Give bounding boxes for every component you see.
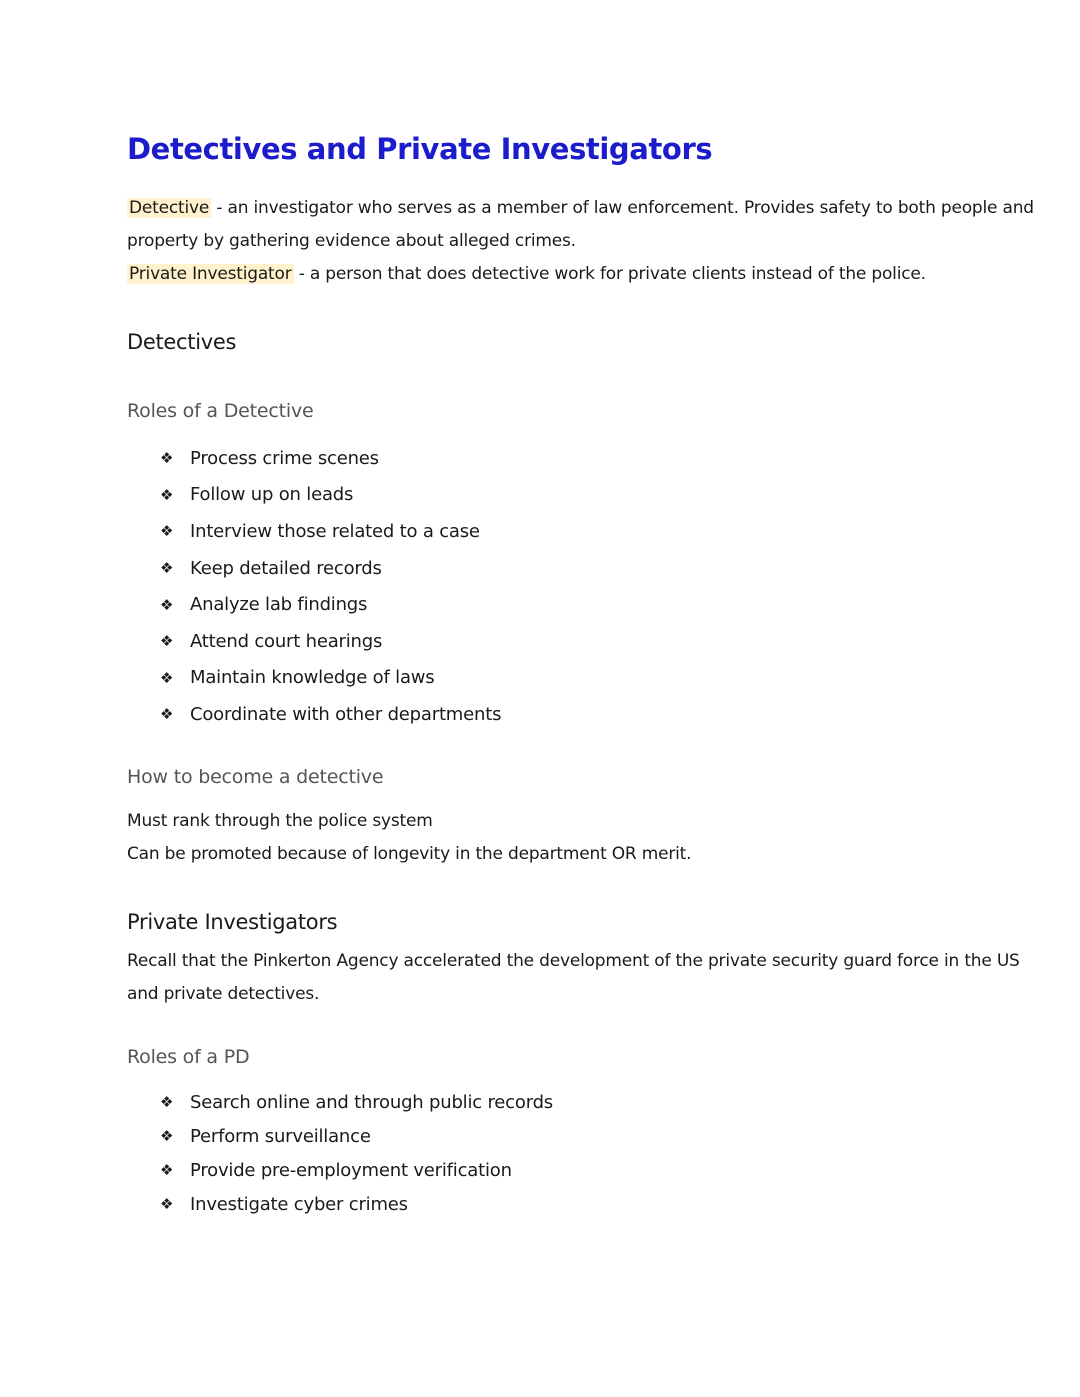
definition-detective-cont: property by gathering evidence about alleged crimes. (127, 231, 576, 251)
diamond-bullet-icon: ❖ (160, 522, 174, 541)
list-item: ❖ Provide pre-employment verification (160, 1159, 512, 1181)
diamond-bullet-icon: ❖ (160, 595, 174, 614)
diamond-bullet-icon: ❖ (160, 668, 174, 687)
list-item: ❖ Perform surveillance (160, 1125, 371, 1147)
list-item: ❖ Coordinate with other departments (160, 703, 502, 725)
diamond-bullet-icon: ❖ (160, 632, 174, 651)
diamond-bullet-icon: ❖ (160, 449, 174, 468)
recall-line-2: and private detectives. (127, 984, 320, 1004)
diamond-bullet-icon: ❖ (160, 1127, 174, 1145)
diamond-bullet-icon: ❖ (160, 485, 174, 504)
become-line-1: Must rank through the police system (127, 811, 433, 831)
definition-detective (127, 196, 1034, 220)
list-item: ❖ Attend court hearings (160, 630, 383, 652)
page-title: Detectives and Private Investigators (127, 132, 713, 166)
section-heading-detectives: Detectives (127, 330, 237, 354)
definition-private-investigator (127, 262, 926, 286)
definition-detective-text: - an investigator who serves as a member of law enforcement. Provides safety to both people and (211, 198, 1034, 218)
pd-roles-list (160, 1085, 553, 1221)
list-item: ❖ Process crime scenes (160, 447, 379, 469)
list-item: ❖ Keep detailed records (160, 557, 382, 579)
subheading-roles-of-pd: Roles of a PD (127, 1046, 250, 1068)
diamond-bullet-icon: ❖ (160, 1195, 174, 1213)
diamond-bullet-icon: ❖ (160, 1161, 174, 1179)
definition-private-investigator-text: - a person that does detective work for private clients instead of the police. (293, 264, 926, 284)
diamond-bullet-icon: ❖ (160, 559, 174, 578)
list-item: ❖ Analyze lab findings (160, 594, 368, 616)
subheading-how-to-become: How to become a detective (127, 766, 384, 788)
term-detective: Detective (129, 198, 210, 218)
diamond-bullet-icon: ❖ (160, 705, 174, 724)
section-heading-private-investigators: Private Investigators (127, 910, 338, 934)
term-private-investigator: Private Investigator (129, 264, 292, 284)
subheading-roles-of-detective: Roles of a Detective (127, 400, 314, 422)
list-item: ❖ Search online and through public records (160, 1091, 553, 1113)
list-item: ❖ Maintain knowledge of laws (160, 667, 435, 689)
detective-roles-list (160, 440, 501, 733)
recall-line-1: Recall that the Pinkerton Agency accelerated the development of the private security guard force in the US (127, 951, 1020, 971)
list-item: ❖ Follow up on leads (160, 484, 354, 506)
diamond-bullet-icon: ❖ (160, 1093, 174, 1111)
list-item: ❖ Interview those related to a case (160, 520, 480, 542)
list-item: ❖ Investigate cyber crimes (160, 1193, 408, 1215)
become-line-2: Can be promoted because of longevity in the department OR merit. (127, 844, 692, 864)
